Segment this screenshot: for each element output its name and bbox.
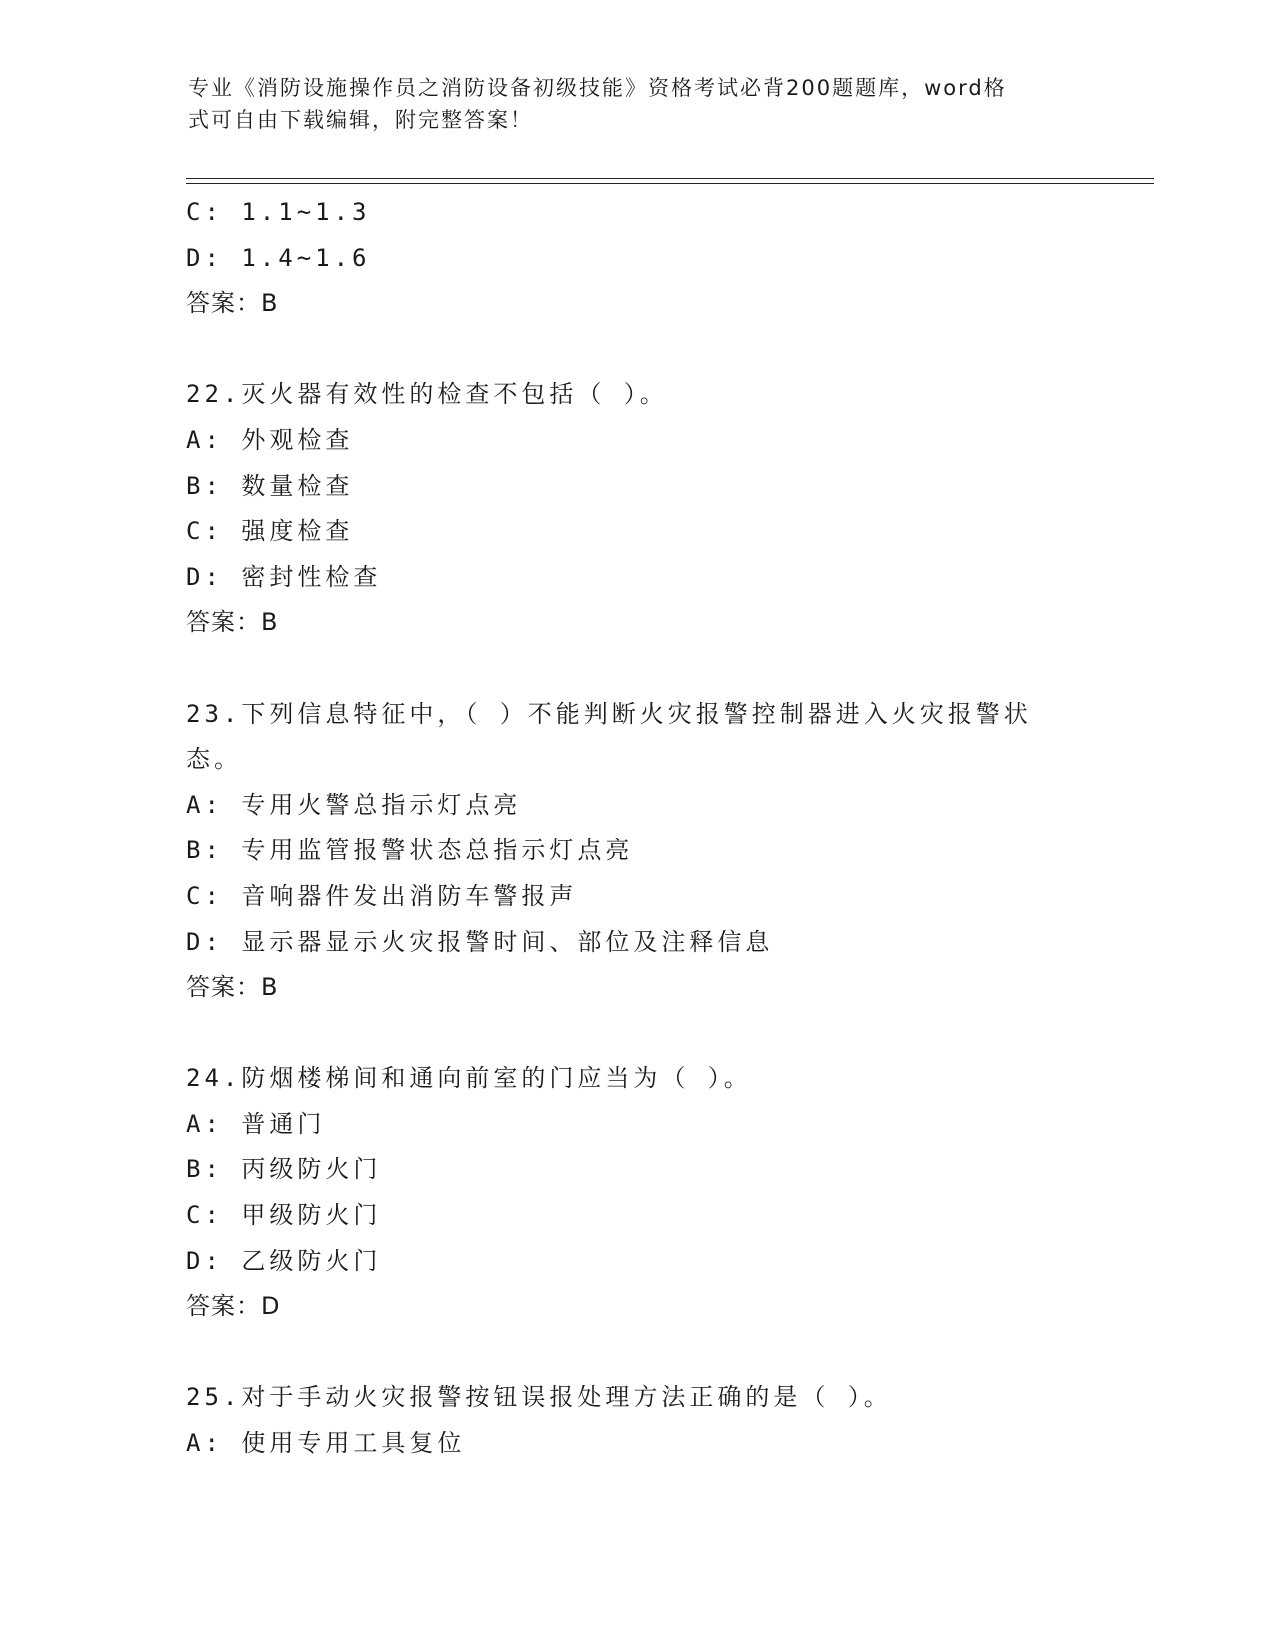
option-c: C: 1.1~1.3 xyxy=(186,198,371,226)
answer: 答案：B xyxy=(186,289,279,318)
header-divider-top xyxy=(186,178,1154,179)
option-d: D: 乙级防火门 xyxy=(186,1246,382,1275)
question-list xyxy=(186,190,1086,1467)
option-c: C: 音响器件发出消防车警报声 xyxy=(186,881,578,910)
option-d: D: 1.4~1.6 xyxy=(186,243,371,272)
option-d: D: 显示器显示火灾报警时间、部位及注释信息 xyxy=(186,927,774,956)
option-a: A: 普通门 xyxy=(186,1109,326,1138)
question-stem-22: 22.灭火器有效性的检查不包括（ ）。 xyxy=(186,380,668,409)
document-header xyxy=(188,72,1078,136)
option-b: B: 数量检查 xyxy=(186,471,354,500)
answer: 答案：B xyxy=(186,973,279,1002)
option-c: C: 强度检查 xyxy=(186,517,354,546)
option-d: D: 密封性检查 xyxy=(186,562,382,591)
question-stem-25: 25.对于手动火灾报警按钮误报处理方法正确的是（ ）。 xyxy=(186,1383,892,1412)
option-b: B: 专用监管报警状态总指示灯点亮 xyxy=(186,836,634,865)
question-stem-23-cont: 态。 xyxy=(186,745,242,774)
question-stem-23: 23.下列信息特征中，（ ）不能判断火灾报警控制器进入火灾报警状 xyxy=(186,699,1032,728)
option-b: B: 丙级防火门 xyxy=(186,1155,382,1184)
header-line-2: 式可自由下载编辑，附完整答案！ xyxy=(188,108,533,132)
option-a: A: 专用火警总指示灯点亮 xyxy=(186,790,522,819)
option-a: A: 使用专用工具复位 xyxy=(186,1429,466,1458)
option-c: C: 甲级防火门 xyxy=(186,1201,382,1230)
header-divider-bottom xyxy=(186,183,1154,184)
answer: 答案：D xyxy=(186,1292,281,1321)
question-stem-24: 24.防烟楼梯间和通向前室的门应当为（ ）。 xyxy=(186,1064,752,1093)
header-line-1: 专业《消防设施操作员之消防设备初级技能》资格考试必背200题题库，word格 xyxy=(188,76,1007,100)
option-a: A: 外观检查 xyxy=(186,425,354,454)
answer: 答案：B xyxy=(186,608,279,637)
